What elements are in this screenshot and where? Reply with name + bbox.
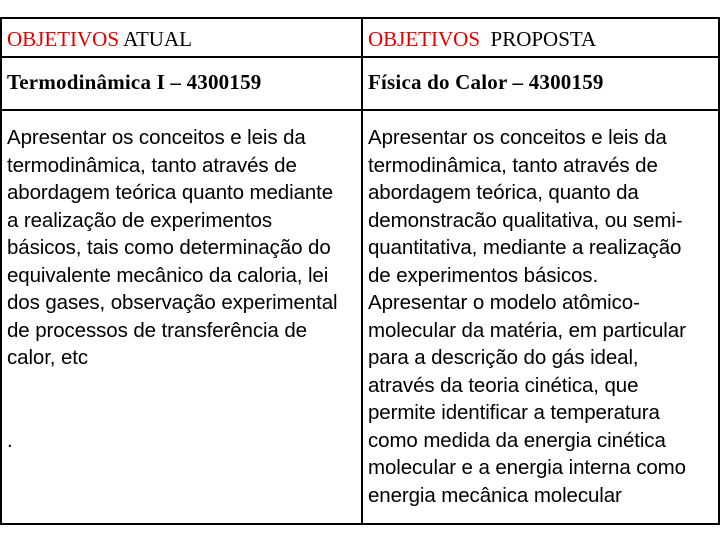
- current-text-line: a realização de experimentos: [7, 208, 272, 232]
- current-text-line: Apresentar os conceitos e leis da: [7, 126, 306, 149]
- proposed-text-line: como medida da energia cinética: [368, 428, 666, 452]
- current-text-line: termodinâmica, tanto através de: [7, 153, 297, 177]
- row-divider-course: [2, 109, 718, 111]
- proposed-text-line: Apresentar os conceitos e leis da: [368, 126, 667, 149]
- header-left-accent: OBJETIVOS: [7, 27, 120, 51]
- course-title-current: Termodinâmica I – 4300159: [7, 70, 262, 94]
- current-text-line: abordagem teórica quanto mediante: [7, 181, 334, 204]
- header-current-objectives: [7, 27, 192, 51]
- objectives-table: [0, 17, 720, 525]
- proposed-text-line: através da teoria cinética, que: [368, 373, 639, 397]
- current-text-line: equivalente mecânico da caloria, lei: [7, 263, 329, 287]
- current-text-line: básicos, tais como determinação do: [7, 236, 331, 259]
- current-objectives-text: [7, 124, 338, 454]
- header-proposed-objectives: [368, 27, 596, 51]
- header-left-label: ATUAL: [119, 27, 192, 51]
- proposed-text-line: quantitativa, mediante a realização: [368, 236, 682, 259]
- proposed-text-line: molecular da matéria, em particular: [368, 318, 686, 342]
- proposed-text-line: demonstracão qualitativa, ou semi-: [368, 208, 683, 232]
- current-text-line: calor, etc: [7, 346, 89, 369]
- proposed-text-line: abordagem teórica, quanto da: [368, 181, 639, 204]
- current-text-line: dos gases, observação experimental: [7, 291, 338, 314]
- proposed-text-line: termodinâmica, tanto através de: [368, 153, 658, 177]
- column-divider: [361, 19, 363, 523]
- proposed-text-line: energia mecânica molecular: [368, 483, 622, 507]
- proposed-objectives-text: [368, 124, 686, 509]
- proposed-text-line: permite identificar a temperatura: [368, 401, 660, 424]
- current-text-line: [7, 372, 338, 400]
- current-text-line: .: [7, 428, 13, 452]
- row-divider-header: [2, 56, 718, 58]
- course-title-proposed: Física do Calor – 4300159: [368, 70, 604, 94]
- header-right-accent: OBJETIVOS: [368, 27, 481, 51]
- current-text-line: [7, 399, 338, 427]
- proposed-text-line: Apresentar o modelo atômico-: [368, 291, 640, 314]
- proposed-text-line: para a descrição do gás ideal,: [368, 346, 639, 369]
- proposed-text-line: molecular e a energia interna como: [368, 456, 686, 479]
- proposed-text-line: de experimentos básicos.: [368, 263, 599, 287]
- current-text-line: de processos de transferência de: [7, 318, 307, 342]
- header-right-label: PROPOSTA: [480, 27, 597, 51]
